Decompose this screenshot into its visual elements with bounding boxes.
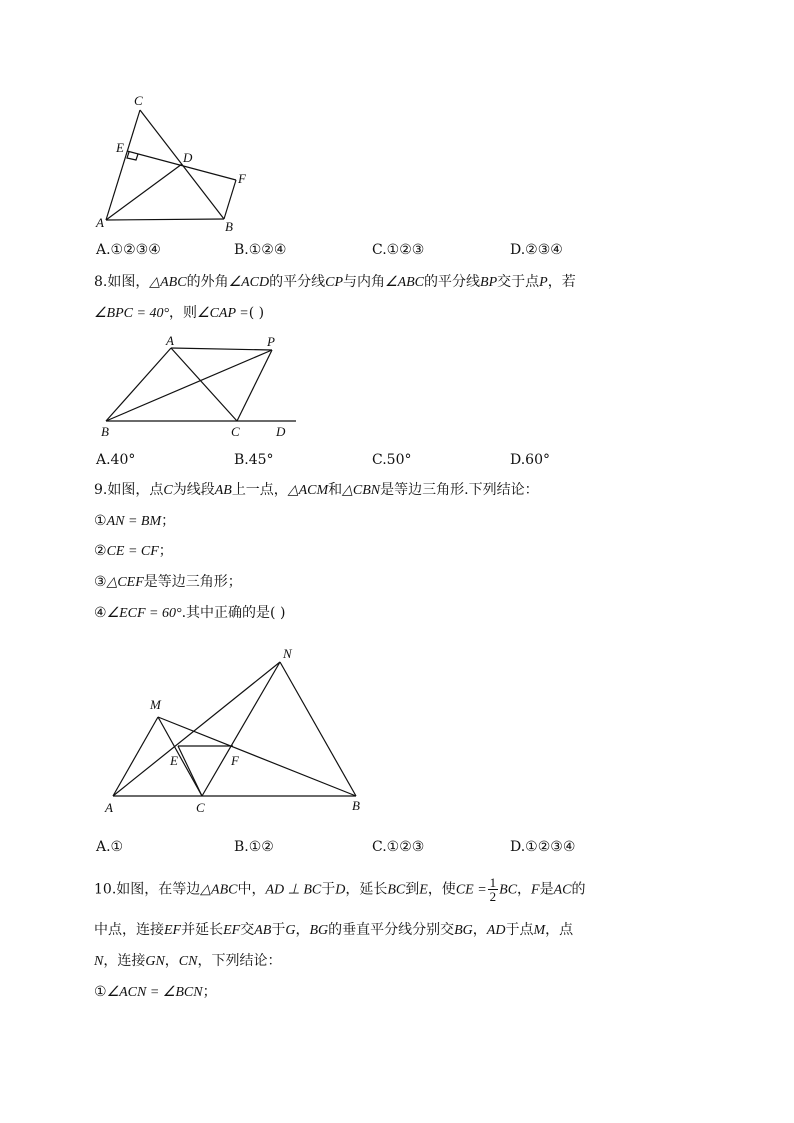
q9-option-d[interactable]: D.①②③④	[510, 839, 576, 855]
q8-edge-ac	[171, 348, 237, 421]
q8-stem-line2: ∠BPC = 40°，则∠CAP =( )	[94, 305, 265, 321]
q10-stem-line1: 10.如图，在等边△ABC中，AD ⊥ BC于D，延长BC到E，使CE = $\frac{1}{2}$ BC，F是AC的	[94, 875, 586, 904]
q7-edge-ca	[106, 110, 140, 220]
q8-edge-ab	[106, 348, 171, 421]
q7-label-f: F	[238, 171, 246, 186]
q9-edge-cn	[202, 662, 280, 796]
q9-edge-mb	[158, 717, 356, 796]
q9-label-f: F	[231, 753, 239, 768]
q10-fraction-half: $\frac{1}{2}$	[489, 875, 497, 904]
q10-stem-line2: 中点，连接EF并延长EF交AB于G，BG的垂直平分线分别交BG，AD于点M，点	[94, 922, 574, 938]
q8-option-c[interactable]: C.50°	[372, 452, 412, 468]
q7-label-e: E	[116, 140, 124, 155]
q7-label-a: A	[96, 215, 104, 230]
q8-edge-bp	[106, 350, 272, 421]
q9-figure	[0, 640, 794, 820]
q9-conclusion-4: ④∠ECF = 60°.其中正确的是( )	[94, 605, 286, 621]
q8-option-d[interactable]: D.60°	[510, 452, 550, 468]
q7-label-b: B	[225, 219, 233, 234]
q9-edge-am	[113, 717, 158, 796]
q9-edge-an	[113, 662, 280, 796]
q9-label-n: N	[283, 646, 292, 661]
q8-figure	[0, 320, 794, 445]
q9-conclusion-3: ③△CEF是等边三角形；	[94, 574, 242, 590]
q7-option-d[interactable]: D.②③④	[510, 242, 563, 258]
q9-edge-ec	[178, 746, 202, 796]
q9-conclusion-1: ①AN = BM；	[94, 513, 176, 529]
q8-edge-cp	[237, 350, 272, 421]
q7-option-c[interactable]: C.①②③	[372, 242, 425, 258]
q9-edge-mc	[158, 717, 202, 796]
q10-stem-line3: N，连接GN，CN，下列结论：	[94, 953, 282, 969]
q9-stem-line1: 9.如图，点C为线段AB上一点，△ACM和△CBN是等边三角形.下列结论：	[94, 482, 539, 498]
q9-label-e: E	[170, 753, 178, 768]
q8-option-a[interactable]: A.40°	[96, 452, 136, 468]
q7-label-c: C	[134, 93, 143, 108]
q9-label-c: C	[196, 800, 205, 815]
q8-label-c: C	[231, 424, 240, 439]
q8-label-p: P	[267, 334, 275, 349]
q7-edge-ad	[106, 164, 182, 220]
q9-option-b[interactable]: B.①②	[234, 839, 274, 855]
q7-edge-fb	[224, 180, 236, 219]
q8-edge-ap	[171, 348, 272, 350]
q9-edge-nb	[280, 662, 356, 796]
q7-edge-ef	[127, 151, 236, 180]
q9-label-a: A	[105, 800, 113, 815]
q8-option-b[interactable]: B.45°	[234, 452, 274, 468]
q7-label-d: D	[183, 150, 193, 165]
q9-conclusion-2: ②CE = CF；	[94, 543, 173, 559]
q8-label-b: B	[101, 424, 109, 439]
q9-option-c[interactable]: C.①②③	[372, 839, 425, 855]
q10-conclusion-1: ①∠ACN = ∠BCN；	[94, 984, 217, 1000]
q7-figure	[0, 0, 794, 240]
q7-option-a[interactable]: A.①②③④	[96, 242, 161, 258]
q8-label-d: D	[276, 424, 286, 439]
q9-label-m: M	[150, 697, 161, 712]
q7-option-b[interactable]: B.①②④	[234, 242, 287, 258]
q8-label-a: A	[166, 333, 174, 348]
q9-label-b: B	[352, 798, 360, 813]
q8-stem-line1: 8.如图，△ABC的外角∠ACD的平分线CP与内角∠ABC的平分线BP交于点P，若	[94, 274, 576, 290]
q7-edge-ab	[106, 219, 224, 220]
q9-option-a[interactable]: A.①	[96, 839, 124, 855]
